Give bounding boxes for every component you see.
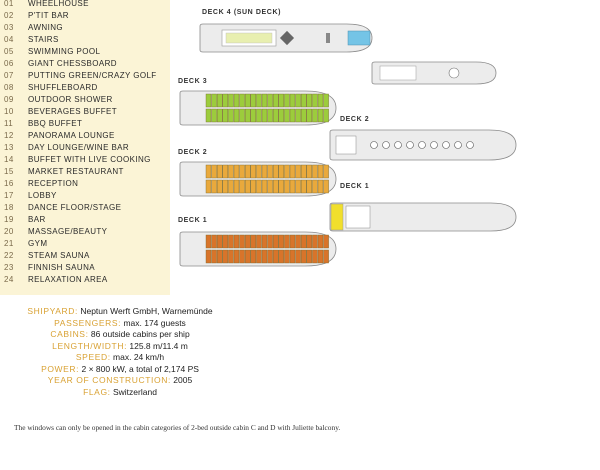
deck1-cabin (279, 235, 284, 248)
deck2-cabin (245, 180, 250, 193)
deck1-cabin (228, 235, 233, 248)
legend-label: WHEELHOUSE (28, 0, 89, 8)
deck1-cabin (223, 235, 228, 248)
spec-value: max. 24 km/h (110, 352, 165, 362)
deck1-cabin (240, 250, 245, 263)
deck2-cabin (240, 165, 245, 178)
deck3-title: DECK 3 (178, 78, 208, 85)
deck1-cabin (318, 235, 323, 248)
spec-value: Switzerland (110, 386, 157, 397)
deck1-cabin (296, 235, 301, 248)
spec-key: SHIPYARD: (27, 306, 78, 316)
spec-value: 125.8 m/11.4 m (127, 340, 188, 351)
deck1-cabin (312, 235, 317, 248)
restaurant-table-icon (371, 142, 378, 149)
legend-label: PANORAMA LOUNGE (28, 131, 115, 140)
deck2-aft-room (336, 136, 356, 154)
legend-label: SHUFFLEBOARD (28, 83, 98, 92)
deck1-cabin (217, 235, 222, 248)
deck3-cabin (228, 109, 233, 122)
deck3-cabin (296, 94, 301, 107)
deck1-cabin (296, 250, 301, 263)
legend-label: RECEPTION (28, 179, 79, 188)
stairs-icon (326, 33, 330, 43)
deck1-cabin (206, 250, 211, 263)
legend-number: 15 (4, 167, 14, 176)
deck1-cabin (256, 235, 261, 248)
deck3-cabin (212, 94, 217, 107)
deck1-cabin (262, 250, 267, 263)
deck3-cabin (268, 109, 273, 122)
spec-line (0, 341, 240, 352)
deck2-cabin (301, 165, 306, 178)
legend-number: 22 (4, 251, 14, 260)
spec-line (0, 387, 240, 398)
legend-label: FINNISH SAUNA (28, 263, 95, 272)
spec-value: Neptun Werft GmbH, Warnemünde (77, 306, 213, 316)
deck1-wellness-area (331, 204, 343, 230)
deck2-cabin (307, 165, 312, 178)
deck2-cabin (284, 180, 289, 193)
deck2-cabin (318, 180, 323, 193)
deck1-cabin (234, 250, 239, 263)
deck1-cabin (212, 235, 217, 248)
legend-label: MARKET RESTAURANT (28, 167, 124, 176)
legend-number: 05 (4, 47, 14, 56)
legend-label: GYM (28, 239, 48, 248)
deck2-cabin (279, 165, 284, 178)
spec-key: POWER: (41, 363, 80, 374)
deck2-cabin (312, 180, 317, 193)
deck3-cabin (234, 109, 239, 122)
legend-number: 10 (4, 107, 14, 116)
deck2-cabin (251, 165, 256, 178)
deck1-cabin (284, 235, 289, 248)
deck3-cabin (256, 109, 261, 122)
spec-key: LENGTH/WIDTH: (52, 340, 128, 351)
deck3-cabin (290, 109, 295, 122)
deck3-cabin (206, 109, 211, 122)
legend-label: MASSAGE/BEAUTY (28, 227, 108, 236)
legend-label: BAR (28, 215, 46, 224)
deck2-cabin (206, 180, 211, 193)
deck3-cabin (301, 94, 306, 107)
legend-number: 13 (4, 143, 14, 152)
spec-value: 2 × 800 kW, a total of 2,174 PS (79, 363, 199, 374)
legend-label: AWNING (28, 23, 63, 32)
deck1-cabin (284, 250, 289, 263)
legend-label: BBQ BUFFET (28, 119, 83, 128)
deck3-cabin (268, 94, 273, 107)
deck2-cabin (279, 180, 284, 193)
deck1-cabin (212, 250, 217, 263)
restaurant-table-icon (443, 142, 450, 149)
legend-number: 19 (4, 215, 14, 224)
deck1-cabin (318, 250, 323, 263)
deck3-cabin (290, 94, 295, 107)
deck2-cabin (273, 165, 278, 178)
legend-number: 14 (4, 155, 14, 164)
legend-number: 08 (4, 83, 14, 92)
deck3-cabin (324, 94, 329, 107)
deck2-cabin (212, 165, 217, 178)
deck2-cabin (228, 180, 233, 193)
deck4-title: DECK 4 (SUN DECK) (202, 9, 282, 16)
legend-number: 07 (4, 71, 14, 80)
deck3-cabin (284, 94, 289, 107)
deck1-cabin (324, 250, 329, 263)
deck2-cabin (262, 165, 267, 178)
restaurant-table-icon (395, 142, 402, 149)
legend-label: DANCE FLOOR/STAGE (28, 203, 122, 212)
deck3-cabin (234, 94, 239, 107)
deck3-cabin (262, 94, 267, 107)
deck1-cabin (262, 235, 267, 248)
deck1-cabin (217, 250, 222, 263)
restaurant-table-icon (431, 142, 438, 149)
deck3-cabin (301, 109, 306, 122)
spec-key: FLAG: (83, 386, 111, 397)
deck1-cabin (290, 250, 295, 263)
deck2-cabin (273, 180, 278, 193)
deck3-cabin (279, 109, 284, 122)
legend-label: GIANT CHESSBOARD (28, 59, 117, 68)
deck3-cabin (273, 109, 278, 122)
legend-label: DAY LOUNGE/WINE BAR (28, 143, 130, 152)
deck1-reception (346, 206, 370, 228)
deck1-cabin (312, 250, 317, 263)
deck2-cabin (223, 165, 228, 178)
spec-value: max. 174 guests (121, 317, 186, 328)
deck3-cabin (240, 109, 245, 122)
deck2-cabins-title: DECK 2 (178, 149, 208, 156)
deck1-cabin (307, 235, 312, 248)
legend-number: 04 (4, 35, 14, 44)
deck1-cabin (251, 235, 256, 248)
restaurant-table-icon (407, 142, 414, 149)
legend-number: 23 (4, 263, 14, 272)
wheelhouse-stair (449, 68, 459, 78)
deck3-cabin (312, 109, 317, 122)
spec-line (0, 352, 240, 363)
deck3-cabin (212, 109, 217, 122)
deck1-cabin (245, 250, 250, 263)
deck3-cabin (217, 109, 222, 122)
deck3-cabin (256, 94, 261, 107)
deck1-cabin (307, 250, 312, 263)
deck3-cabin (312, 94, 317, 107)
deck3-cabin (273, 94, 278, 107)
deck1-cabin (245, 235, 250, 248)
spec-key: YEAR OF CONSTRUCTION: (47, 375, 171, 385)
legend-label: SWIMMING POOL (28, 47, 101, 56)
deck1-cabin (268, 235, 273, 248)
legend-label: BUFFET WITH LIVE COOKING (28, 155, 151, 164)
legend-label: BEVERAGES BUFFET (28, 107, 118, 116)
deck2-cabin (296, 180, 301, 193)
legend-number: 24 (4, 275, 14, 284)
deck2-cabin (256, 165, 261, 178)
deck3-cabin (223, 109, 228, 122)
deck2-cabin (223, 180, 228, 193)
deck2-cabin (324, 180, 329, 193)
swimming-pool (348, 31, 370, 45)
legend-number: 21 (4, 239, 14, 248)
legend-label: STEAM SAUNA (28, 251, 90, 260)
deck2-cabin (217, 165, 222, 178)
deck3-cabin (307, 94, 312, 107)
deck2-cabin (206, 165, 211, 178)
spec-value: 86 outside cabins per ship (88, 329, 190, 339)
deck3-cabin (245, 94, 250, 107)
deck1-cabin (301, 235, 306, 248)
spec-line (0, 329, 240, 340)
deck3-cabin (251, 109, 256, 122)
deck1-cabin (223, 250, 228, 263)
deck2-cabin (234, 180, 239, 193)
deck2-cabin (296, 165, 301, 178)
spec-key: SPEED: (75, 352, 111, 362)
legend-number: 02 (4, 11, 14, 20)
legend-number: 03 (4, 23, 14, 32)
deck3-cabin (262, 109, 267, 122)
deck1-cabin (256, 250, 261, 263)
deck1-cabin (273, 235, 278, 248)
spec-key: CABINS: (50, 329, 89, 339)
legend-label: P'TIT BAR (28, 11, 69, 20)
deck3-cabin (206, 94, 211, 107)
deck1-cabin (268, 250, 273, 263)
legend-number: 01 (4, 0, 14, 8)
legend-label: STAIRS (28, 35, 59, 44)
deck2-cabin (240, 180, 245, 193)
deck2-cabin (212, 180, 217, 193)
deck2-cabin (268, 180, 273, 193)
deck1-cabin (240, 235, 245, 248)
deck2-cabin (301, 180, 306, 193)
deck3-cabin (217, 94, 222, 107)
legend-number: 16 (4, 179, 14, 188)
deck1-cabin (290, 235, 295, 248)
legend-number: 06 (4, 59, 14, 68)
deck3-cabin (251, 94, 256, 107)
deck3-cabin (318, 94, 323, 107)
legend-number: 11 (4, 119, 14, 128)
deck2-cabin (268, 165, 273, 178)
restaurant-table-icon (455, 142, 462, 149)
deck3-cabin (223, 94, 228, 107)
deck3-cabin (307, 109, 312, 122)
deck2-cabin (245, 165, 250, 178)
deck2-cabin (217, 180, 222, 193)
deck1-cabin (234, 235, 239, 248)
deck2-public-title: DECK 2 (340, 116, 370, 123)
legend-label: LOBBY (28, 191, 57, 200)
spec-line (0, 364, 240, 375)
spec-key: PASSENGERS: (54, 317, 122, 328)
deck3-cabin (318, 109, 323, 122)
deck2-cabin (312, 165, 317, 178)
deck3-cabin (240, 94, 245, 107)
putting-green (226, 33, 272, 43)
deck3-cabin (296, 109, 301, 122)
deck3-cabin (324, 109, 329, 122)
legend-label: PUTTING GREEN/CRAZY GOLF (28, 71, 157, 80)
deck2-cabin (234, 165, 239, 178)
legend-number: 20 (4, 227, 14, 236)
deck1-cabin (301, 250, 306, 263)
deck2-cabin (307, 180, 312, 193)
legend-label: OUTDOOR SHOWER (28, 95, 113, 104)
legend-number: 18 (4, 203, 14, 212)
deck1-cabin (251, 250, 256, 263)
legend-label: RELAXATION AREA (28, 275, 108, 284)
deck2-cabin (284, 165, 289, 178)
wheelhouse-room (380, 66, 416, 80)
deck2-cabin (290, 180, 295, 193)
deck2-cabin (256, 180, 261, 193)
restaurant-table-icon (419, 142, 426, 149)
deck2-cabin (251, 180, 256, 193)
deck3-cabin (228, 94, 233, 107)
deck1-cabin (228, 250, 233, 263)
deck3-cabin (279, 94, 284, 107)
deck3-cabin (245, 109, 250, 122)
spec-value: 2005 (170, 375, 193, 385)
deck1-public-title: DECK 1 (340, 183, 370, 190)
legend-number: 12 (4, 131, 14, 140)
footnote: The windows can only be opened in the cabin categories of 2-bed outside cabin C and D with Juliette balcony. (14, 423, 341, 432)
deck2-cabin (290, 165, 295, 178)
deck1-cabin (273, 250, 278, 263)
deck2-cabin (262, 180, 267, 193)
deck1-cabin (279, 250, 284, 263)
legend-number: 17 (4, 191, 14, 200)
restaurant-table-icon (383, 142, 390, 149)
deck1-cabin (206, 235, 211, 248)
spec-line (0, 375, 240, 386)
legend-number: 09 (4, 95, 14, 104)
restaurant-table-icon (467, 142, 474, 149)
spec-line (0, 306, 240, 317)
deck1-cabins-title: DECK 1 (178, 217, 208, 224)
deck1-cabin (324, 235, 329, 248)
deck2-cabin (324, 165, 329, 178)
deck2-cabin (228, 165, 233, 178)
deck3-cabin (284, 109, 289, 122)
deck2-cabin (318, 165, 323, 178)
spec-line (0, 318, 240, 329)
